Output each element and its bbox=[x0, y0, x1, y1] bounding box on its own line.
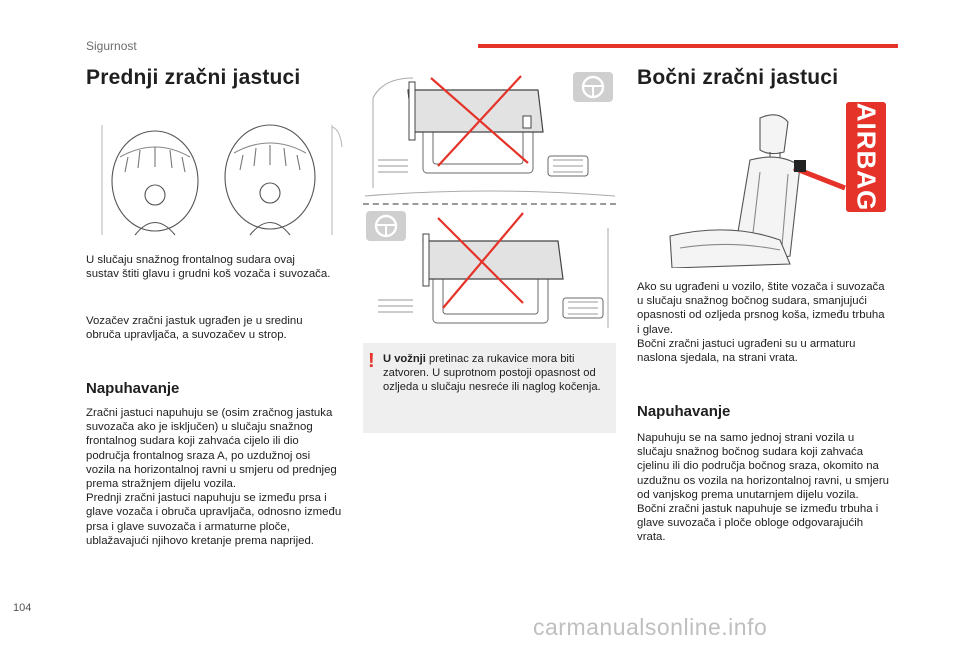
glovebox-open-drawing-1 bbox=[363, 68, 616, 200]
warning-bold-label: U vožnji bbox=[383, 353, 426, 365]
warning-icon: ! bbox=[368, 350, 375, 372]
warning-text bbox=[383, 353, 608, 394]
front-airbags-title: Prednji zračni jastuci bbox=[86, 66, 301, 89]
page-number: 104 bbox=[13, 602, 32, 614]
warning-box bbox=[363, 343, 616, 433]
airbag-label-text: AIRBAG bbox=[851, 102, 882, 212]
separator-dashed-line bbox=[363, 203, 616, 205]
front-airbag-illustration bbox=[100, 117, 344, 237]
glovebox-open-drawing-2 bbox=[363, 208, 616, 336]
open-glovebox-illustration-bottom bbox=[363, 208, 616, 336]
front-airbags-drawing bbox=[100, 117, 344, 237]
airbag-label-panel bbox=[846, 102, 886, 212]
header-accent-bar bbox=[478, 44, 898, 48]
warning-body: pretinac za rukavice mora biti zatvoren. U suprotnom postoji opasnost od ozljeda u slučaju nesreće ili naglog kočenja. bbox=[383, 353, 601, 393]
open-glovebox-illustration-top bbox=[363, 68, 616, 200]
front-inflation-paragraph: Zračni jastuci napuhuju se (osim zračnog jastuka suvozača ako je isključen) u slučaju snažnog frontalnog sudara koji zahvaća cijelo ili dio područja frontalnog sraza A, po uzdužnoj osi vozila na horizontalnoj ravni u smjeru od prednjeg prema stražnjem dijelu vozila. Prednji zračni jastuci napuhuju se između prsa i glave vozača i obruča upravljača, odnosno između prsa i glave suvozača i armaturne ploče, ublažavajući njihovo kretanje prema naprijed. bbox=[86, 407, 342, 547]
front-airbags-paragraph-1: U slučaju snažnog frontalnog sudara ovaj sustav štiti glavu i grudni koš vozača i suvozača. bbox=[86, 254, 331, 281]
front-inflation-subtitle: Napuhavanje bbox=[86, 380, 180, 397]
watermark: carmanualsonline.info bbox=[533, 614, 768, 640]
side-inflation-paragraph: Napuhuju se na samo jednoj strani vozila u slučaju snažnog bočnog sudara koji zahvaća cjelinu ili dio područja bočnog sraza, okomito na uzdužnu os vozila na horizontalnoj ravni, u smjeru od vanjskog prema unutarnjem dijelu vozila. Bočni zračni jastuk napuhuje se između trbuha i glave suvozača i ploče obloge odgovarajućih vrata. bbox=[637, 432, 889, 544]
side-inflation-subtitle: Napuhavanje bbox=[637, 403, 731, 420]
section-label: Sigurnost bbox=[86, 39, 137, 53]
side-airbags-paragraph: Ako su ugrađeni u vozilo, štite vozača i suvozača u slučaju snažnog bočnog sudara, smanjujući opasnosti od ozljeda prsnog koša, između trbuha i glave. Bočni zračni jastuci ugrađeni su u armaturu naslona sjedala, na strani vrata. bbox=[637, 281, 885, 365]
front-airbags-paragraph-2: Vozačev zračni jastuk ugrađen je u sredinu obruča upravljača, a suvozačev u strop. bbox=[86, 315, 303, 342]
side-airbags-title: Bočni zračni jastuci bbox=[637, 66, 839, 89]
